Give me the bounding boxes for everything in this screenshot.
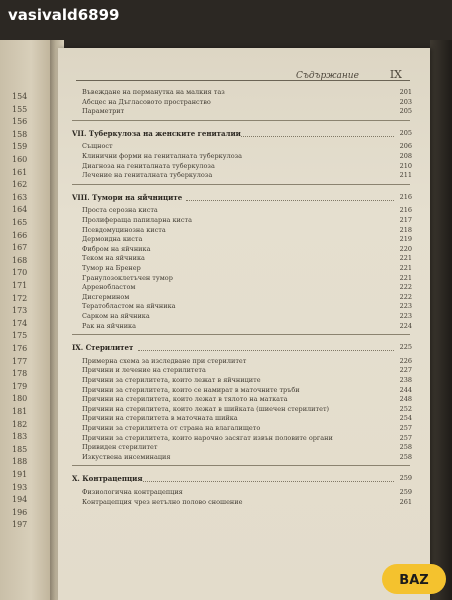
toc-entry: Тумор на Бренер [82, 264, 141, 272]
toc-leader-dots [241, 136, 394, 137]
toc-entry-page: 210 [399, 161, 412, 170]
bazar-logo [382, 564, 446, 594]
chapter-separator [72, 465, 410, 466]
toc-entry: Примерна схема за изследване при стерилитет [82, 356, 247, 365]
toc-chapter-title: IX. Стерилитет [72, 343, 134, 353]
toc-entry: Причини за стерилитета, които се намират в маточните тръби [82, 385, 300, 394]
left-page-number: 155 [12, 104, 28, 114]
toc-entry-page: 221 [399, 264, 412, 272]
toc-entry-page: 211 [399, 171, 412, 180]
toc-entry: Контрацепция чрез нетълно полово сношение [82, 497, 243, 506]
toc-entry-page: 261 [399, 497, 412, 506]
toc-entry-page: 220 [399, 244, 412, 253]
toc-entry-page: 226 [399, 356, 412, 365]
left-page-number: 174 [12, 318, 28, 328]
right-book-page [58, 48, 430, 600]
left-page-number: 160 [12, 155, 28, 164]
toc-entry: Дермоидна киста [82, 235, 143, 244]
toc-entry-page: 221 [399, 273, 412, 282]
toc-entry: Причини на стерилитета, които лежат в шийката (шиечен стерилитет) [82, 404, 330, 413]
toc-entry: Тератобластом на яйчника [82, 302, 176, 311]
toc-entry-page: 208 [399, 152, 412, 160]
chapter-separator [72, 334, 410, 335]
toc-chapter-title: VII. Туберкулоза на женските гениталии [72, 128, 241, 138]
left-page-number: 172 [12, 293, 28, 303]
left-page-number: 167 [12, 243, 28, 253]
toc-entry: Абсцес на Дъгласовото пространство [82, 97, 211, 106]
left-page-number: 173 [12, 306, 28, 316]
toc-entry: Фибром на яйчника [82, 244, 151, 253]
toc-entry: Въвеждане на перманутка на малкия таз [82, 88, 225, 96]
left-page-number: 191 [12, 470, 28, 479]
running-head-page: IX [389, 68, 402, 81]
toc-entry: Привиден стерилитет [82, 443, 158, 452]
left-page-number: 188 [12, 457, 28, 467]
toc-entry-page: 223 [399, 312, 412, 320]
toc-entry-page: 244 [399, 385, 412, 394]
toc-entry-page: 218 [399, 225, 412, 234]
toc-entry: Същност [82, 142, 113, 151]
left-page-number: 197 [12, 520, 28, 530]
left-page-number: 165 [12, 218, 28, 227]
left-page-number: 178 [12, 369, 28, 379]
toc-entry: Пролифераща папиларна киста [82, 216, 192, 224]
left-page-number: 163 [12, 192, 28, 202]
chapter-separator [72, 120, 410, 121]
toc-entry: Арренобластом [82, 283, 136, 292]
toc-chapter-title: X. Контрацепция [72, 474, 143, 484]
toc-chapter-page: 205 [399, 128, 412, 137]
toc-entry-page: 227 [399, 366, 412, 375]
left-page-number: 194 [12, 495, 28, 505]
left-book-page [0, 40, 52, 600]
toc-entry-page: 252 [399, 404, 412, 413]
left-page-number: 156 [12, 117, 28, 127]
left-page-number: 158 [12, 129, 28, 139]
toc-leader-dots [143, 481, 395, 482]
left-page-number: 170 [12, 268, 28, 278]
toc-entry-page: 248 [399, 395, 412, 404]
header-rule [76, 80, 410, 81]
toc-entry: Лечение на гениталната туберкулоза [82, 171, 213, 180]
toc-leader-dots [186, 200, 395, 201]
left-page-number: 171 [12, 281, 28, 290]
toc-chapter-page: 259 [399, 474, 412, 483]
toc-entry-page: 205 [399, 107, 412, 116]
toc-entry: Диагноза на гениталната туберкулоза [82, 161, 215, 170]
watermark-text: vasivald6899 [8, 6, 120, 24]
left-page-number: 177 [12, 356, 28, 366]
toc-entry-page: 238 [399, 376, 412, 384]
left-page-number: 193 [12, 482, 28, 492]
chapter-separator [72, 184, 410, 185]
toc-entry: Причини за стерилитета от страна на влагалището [82, 424, 261, 432]
toc-entry: Проста серозна киста [82, 206, 158, 215]
toc-entry: Сарком на яйчника [82, 312, 150, 320]
toc-entry: Теком на яйчника [82, 254, 145, 263]
toc-entry: Физиологична контрацепция [82, 488, 183, 496]
toc-entry-page: 257 [399, 433, 412, 442]
toc-entry-page: 219 [399, 235, 412, 244]
left-page-number: 166 [12, 230, 28, 240]
left-page-number: 164 [12, 205, 28, 215]
toc-entry: Параметрит [82, 107, 125, 116]
left-page-number: 196 [12, 507, 28, 517]
toc-entry-page: 216 [399, 206, 412, 215]
left-page-number: 162 [12, 180, 28, 190]
toc-entry: Рак на яйчника [82, 321, 136, 330]
toc-entry-page: 203 [399, 97, 412, 106]
toc-entry: Причини и лечение на стерилитета [82, 366, 206, 375]
toc-entry: Причини на стерилитета, които лежат в тялото на матката [82, 395, 288, 404]
bazar-logo-icon [384, 567, 444, 591]
toc-entry: Псевдомуцинозна киста [82, 225, 166, 234]
toc-entry-page: 224 [399, 321, 412, 330]
toc-entry: Причини на стерилитета в маточната шийка [82, 414, 238, 423]
toc-entry: Дисгермином [82, 292, 130, 301]
toc-entry-page: 221 [399, 254, 412, 263]
toc-entry-page: 222 [399, 292, 412, 301]
left-page-number: 180 [12, 394, 28, 404]
toc-entry: Гранулозоклетъчен тумор [82, 273, 173, 282]
left-page-number: 168 [12, 255, 28, 265]
toc-entry: Причини за стерилитета, които нарочно засягат извън половите органи [82, 433, 333, 442]
toc-entry-page: 206 [399, 142, 412, 151]
left-page-number: 183 [12, 432, 28, 442]
toc-entry: Причини за стерилитета, които лежат в яйчниците [82, 376, 261, 384]
left-page-number: 161 [12, 167, 28, 177]
toc-entry-page: 258 [399, 452, 412, 461]
left-page-number: 181 [12, 407, 28, 416]
svg-text:BAZ: BAZ [399, 573, 429, 588]
toc-entry-page: 222 [399, 283, 412, 292]
left-page-number: 176 [12, 344, 28, 353]
left-page-number: 185 [12, 444, 28, 454]
toc-entry-page: 257 [399, 424, 412, 432]
toc-entry: Клинични форми на гениталната туберкулоза [82, 152, 243, 160]
running-head-title: Съдържание [295, 71, 359, 81]
book-spine [430, 40, 452, 600]
toc-entry-page: 223 [399, 302, 412, 311]
left-page-number: 175 [12, 331, 28, 341]
toc-chapter-page: 216 [399, 192, 412, 201]
toc-entry-page: 254 [399, 414, 412, 423]
toc-chapter-title: VIII. Тумори на яйчниците [72, 192, 183, 202]
left-page-number: 154 [12, 92, 28, 101]
toc-entry-page: 259 [399, 488, 412, 496]
toc-entry: Изкуствена инсеминация [82, 452, 171, 461]
toc-entry-page: 201 [399, 88, 412, 96]
toc-leader-dots [138, 350, 394, 351]
left-page-number: 179 [12, 381, 28, 391]
left-page-number: 182 [12, 419, 28, 429]
toc-entry-page: 217 [399, 216, 412, 224]
toc-chapter-page: 225 [399, 343, 412, 352]
left-page-number: 159 [12, 142, 28, 152]
toc-entry-page: 258 [399, 443, 412, 452]
